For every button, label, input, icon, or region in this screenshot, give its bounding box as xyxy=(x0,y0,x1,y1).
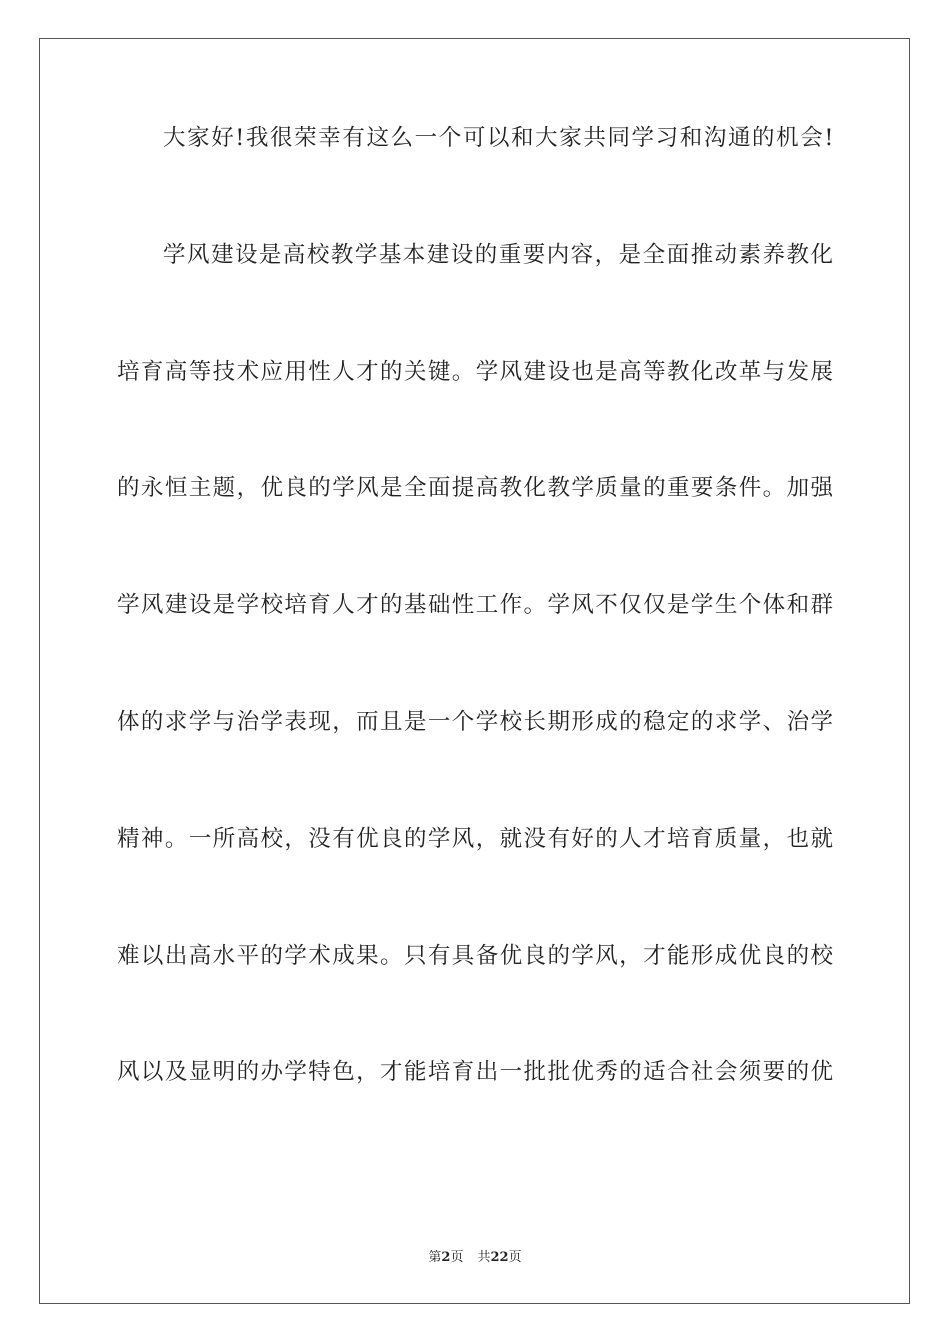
paragraph-line: 学风建设是学校培育人才的基础性工作。学风不仅仅是学生个体和群 xyxy=(117,592,833,619)
page-number: 2 xyxy=(441,1250,451,1265)
paragraph-line: 学风建设是高校教学基本建设的重要内容，是全面推动素养教化 xyxy=(163,241,833,268)
total-prefix: 共 xyxy=(477,1250,491,1265)
document-body xyxy=(117,121,833,1172)
page-footer xyxy=(0,1246,950,1265)
paragraph-line: 风以及显明的办学特色，才能培育出一批批优秀的适合社会须要的优 xyxy=(117,1059,833,1086)
paragraph-line: 培育高等技术应用性人才的关键。学风建设也是高等教化改革与发展 xyxy=(117,358,833,385)
paragraph-line: 体的求学与治学表现，而且是一个学校长期形成的稳定的求学、治学 xyxy=(117,708,833,735)
page-prefix: 第 xyxy=(428,1250,442,1265)
total-suffix: 页 xyxy=(508,1250,522,1265)
total-pages: 22 xyxy=(490,1250,509,1265)
page-suffix: 页 xyxy=(450,1250,464,1265)
paragraph-line: 难以出高水平的学术成果。只有具备优良的学风，才能形成优良的校 xyxy=(117,942,833,969)
paragraph-line: 精神。一所高校，没有优良的学风，就没有好的人才培育质量，也就 xyxy=(117,825,833,852)
paragraph-line: 的永恒主题，优良的学风是全面提高教化教学质量的重要条件。加强 xyxy=(117,475,833,502)
greeting-line: 大家好!我很荣幸有这么一个可以和大家共同学习和沟通的机会! xyxy=(163,125,835,151)
